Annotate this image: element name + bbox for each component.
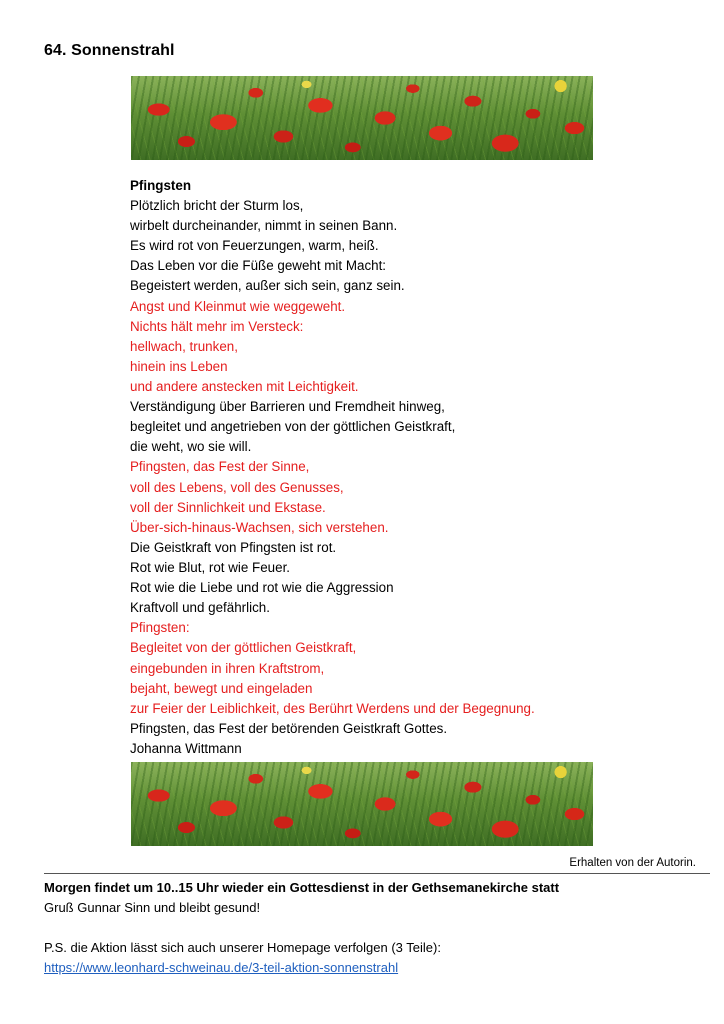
poppy-field-image-bottom — [131, 762, 593, 846]
poem-line: Johanna Wittmann — [130, 740, 242, 756]
poem-line: eingebunden in ihren Kraftstrom, — [130, 660, 325, 676]
poem-line: Pfingsten: — [130, 620, 190, 636]
ps-note: P.S. die Aktion lässt sich auch unserer Homepage verfolgen (3 Teile): — [44, 940, 441, 955]
poem-line: Rot wie die Liebe und rot wie die Aggression — [130, 580, 394, 596]
poem-line: Pfingsten, das Fest der betörenden Geistkraft Gottes. — [130, 720, 448, 736]
poem-line: Die Geistkraft von Pfingsten ist rot. — [130, 539, 337, 555]
service-announcement: Morgen findet um 10..15 Uhr wieder ein Gottesdienst in der Gethsemanekirche statt — [44, 880, 560, 895]
poem-line: Plötzlich bricht der Sturm los, — [130, 198, 304, 213]
poem-line: bejaht, bewegt und eingeladen — [130, 680, 313, 696]
poem-line: Nichts hält mehr im Versteck: — [130, 318, 304, 334]
footer — [44, 878, 704, 978]
poem-line: Angst und Kleinmut wie weggeweht. — [130, 298, 346, 314]
poem-line: die weht, wo sie will. — [130, 439, 252, 455]
spacer — [44, 918, 704, 938]
page-heading: 64. Sonnenstrahl — [44, 42, 175, 59]
poem-title: Pfingsten — [130, 178, 192, 193]
poppy-field-image-top — [131, 76, 593, 160]
poem-line: Verständigung über Barrieren und Fremdheit hinweg, — [130, 399, 445, 415]
poem-line: zur Feier der Leiblichkeit, des Berührt Werdens und der Begegnung. — [130, 700, 535, 716]
greeting: Gruß Gunnar Sinn und bleibt gesund! — [44, 900, 261, 915]
poem-line: Das Leben vor die Füße geweht mit Macht: — [130, 258, 387, 274]
poem-line: wirbelt durcheinander, nimmt in seinen Bann. — [130, 218, 398, 234]
poem-line: Pfingsten, das Fest der Sinne, — [130, 459, 310, 475]
poem-line: Rot wie Blut, rot wie Feuer. — [130, 559, 291, 575]
poem-line: Kraftvoll und gefährlich. — [130, 600, 270, 616]
poem-line: voll des Lebens, voll des Genusses, — [130, 479, 344, 495]
poem-line: Es wird rot von Feuerzungen, warm, heiß. — [130, 238, 379, 254]
poem-line: Über-sich-hinaus-Wachsen, sich verstehen. — [130, 519, 389, 535]
homepage-link[interactable]: https://www.leonhard-schweinau.de/3-teil-aktion-sonnenstrahl — [44, 960, 399, 975]
poem-lines — [130, 196, 600, 759]
poem — [130, 176, 600, 759]
poem-line: Begeistert werden, außer sich sein, ganz sein. — [130, 278, 405, 294]
source-credit: Erhalten von der Autorin. — [569, 857, 696, 869]
poem-line: hinein ins Leben — [130, 358, 228, 374]
divider — [44, 873, 710, 874]
poem-line: begleitet und angetrieben von der göttlichen Geistkraft, — [130, 419, 456, 435]
poem-line: Begleitet von der göttlichen Geistkraft, — [130, 640, 357, 656]
poem-line: voll der Sinnlichkeit und Ekstase. — [130, 499, 326, 515]
poem-line: und andere anstecken mit Leichtigkeit. — [130, 378, 359, 394]
poem-line: hellwach, trunken, — [130, 338, 238, 354]
